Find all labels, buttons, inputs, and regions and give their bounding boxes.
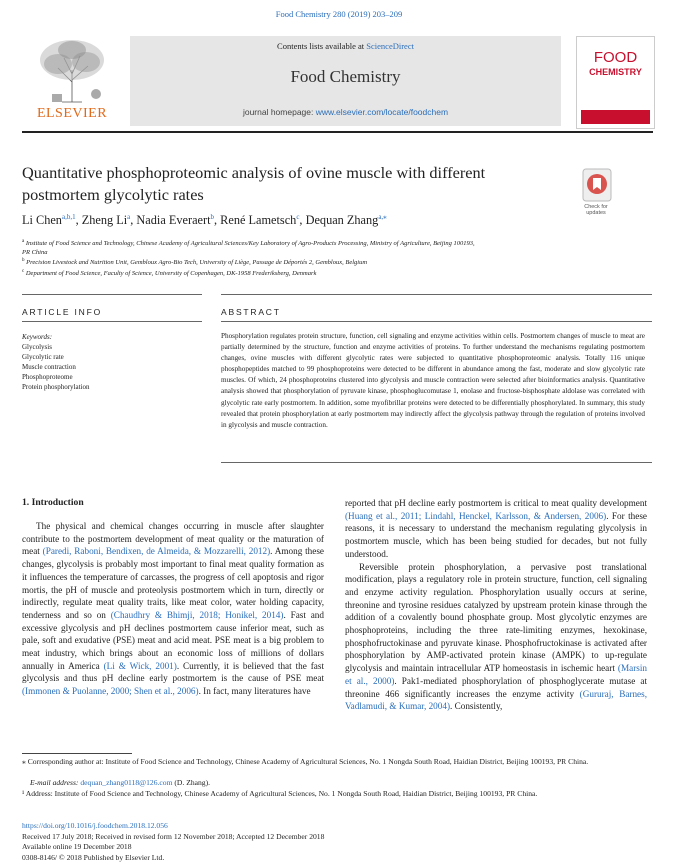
email-label: E-mail address:	[30, 778, 79, 787]
header-divider	[22, 131, 653, 133]
intro-text: reported that pH decline early postmortem is critical to meat quality development	[345, 498, 647, 508]
author-sup[interactable]: a	[127, 213, 131, 221]
intro-text: . Currently, it is believed that the fast glycolysis and thus pH decline early postmortem is the cause of PSE meat	[22, 660, 324, 684]
citation-link[interactable]: (Immonen & Puolanne, 2000; Shen et al., 2006)	[22, 686, 199, 697]
abstract-text: Phosphorylation regulates protein structure, function, cell signaling and enzyme activities within cells. Postmortem changes of muscle to meat are partially determined by the structure, function and enzyme activities of proteins. To further understand the mechanisms regulating postmortem changes, ovine muscles with different glycolytic rates were subjected to quantitative phosphoproteomic analysis. Totally 116 unique phosphopeptides matched to 99 phosphoproteins were detected to be different in abundance among the fast, moderate and slow glycolytic rate muscles. Of which, 24 phosphoproteins clustered into glycolysis and muscle contraction were selected after bioinformatics analysis. Quantitative analysis showed that phosphorylation of pyruvate kinase, phosphoglucomutase 1, enolase and fructose-bisphosphate aldolase was correlated with glycolytic rate early postmortem. In addition, some myofibrillar proteins were detected to be differentially phosphorylated. In summary, this study revealed that protein phosphorylation at early postmortem may indirectly affect the glycolysis pathway through the regulation of proteins involved in glycolysis and muscle contraction.	[221, 332, 645, 429]
intro-text: . Consistently,	[450, 701, 503, 712]
journal-cover-thumbnail[interactable]	[576, 36, 655, 129]
article-info-rule	[22, 321, 202, 322]
check-label-line2: updates	[586, 210, 606, 216]
article-info-rule-top	[22, 294, 202, 295]
author-sup[interactable]: b	[210, 213, 214, 221]
cover-title-chemistry: CHEMISTRY	[589, 67, 642, 77]
author-name[interactable]: Zheng Li	[81, 213, 128, 228]
citation-link[interactable]: (Marsin et al., 2000)	[345, 663, 647, 686]
affiliation-text: Department of Food Science, Faculty of Science, University of Copenhagen, DK-1958 Frederiksberg, Denmark	[25, 270, 317, 278]
citation-link[interactable]: (Chaudhry & Bhimji, 2018; Honikel, 2014)	[110, 609, 284, 620]
intro-text: . For these reasons, it is necessary to understand the mechanism regulating glycolysis in postmortem muscle, which has been being studied for decades, but not fully understood.	[345, 510, 648, 559]
intro-text: Reversible protein phosphorylation, a pervasive post translational modification, plays a regulatory role in protein structure, function, cell signaling and enzyme activity regulation. Phosphorylation usually occurs at serine, threonine and tyrosine residues catalyzed by upstream protein kinase through the addition of a covalently bound phosphate group. Most glycolytic enzymes are phosphoproteins, including the three rate-limiting enzymes, hexokinase, phosphofructokinase and pyruvate kinase. Phosphofructokinase is activated after phosphorylation by AMP-activated protein kinase (AMPK) to up-regulate glycolysis and maintain intracellular ATP homeostasis in ischemic heart	[345, 561, 647, 674]
doi-link[interactable]: https://doi.org/10.1016/j.foodchem.2018.12.056	[22, 821, 168, 830]
footnote-corresponding: ⁎ Corresponding author at: Institute of Food Science and Technology, Chinese Academy of Agricultural Sciences, No. 1 Nongda South Road, Haidian District, Beijing 100193, PR China.	[22, 757, 589, 766]
contents-prefix: Contents lists available at	[277, 41, 365, 51]
check-label-line1: Check for	[584, 204, 608, 210]
title-line-1: Quantitative phosphoproteomic analysis of ovine muscle with different	[22, 163, 486, 182]
keyword-item: Protein phosphorylation	[22, 383, 90, 391]
email-suffix: (D. Zhang).	[174, 778, 211, 787]
section-heading-introduction: 1. Introduction	[22, 497, 84, 508]
citation-link[interactable]: (Li & Wick, 2001)	[103, 660, 177, 671]
affiliation-text: Institute of Food Science and Technology, Chinese Academy of Agricultural Sciences/Key Laboratory of Agro-Products Processing, Ministry of Agriculture, Beijing 100193,	[25, 240, 475, 248]
affiliation-sup: a	[22, 239, 25, 244]
footnote-email	[22, 778, 660, 789]
journal-title: Food Chemistry	[290, 67, 401, 86]
author-sup[interactable]: a,b,1	[61, 213, 76, 221]
author-sup[interactable]: c	[296, 213, 300, 221]
affiliation-sup: b	[22, 258, 25, 263]
intro-text: . Fast and excessive glycolysis and pH declines postmortem cause inferior meat, such as pale, soft and exudative (PSE) meat and acid meat. PSE meat is a big problem to meat industry, which brings about an economic loss of millions of dollars annually in America	[22, 609, 324, 671]
intro-paragraph-3	[345, 561, 647, 713]
footnote-rule	[22, 753, 132, 754]
keyword-item: Phosphoproteome	[22, 373, 73, 381]
keywords-block	[22, 332, 202, 392]
keywords-label: Keywords:	[22, 333, 53, 341]
affiliation-a	[22, 238, 642, 257]
author-list: Li Chen$^{a,b,1}$, Zheng Li$^a$, Nadia Everaert$^b$, René Lametsch$^c$, Dequan Zhang$^{a,⁎}$	[22, 213, 387, 228]
author-name[interactable]: René Lametsch	[220, 213, 297, 228]
intro-paragraph-2	[345, 497, 647, 561]
keyword-item: Glycolysis	[22, 343, 52, 351]
affiliation-b	[22, 257, 642, 268]
intro-text: . Among these changes, glycolysis is probably most important to final meat quality formation as it influences the temperature of carcasses, the progress of cell apoptosis and rigor mortis, the pH of muscle and proteolysis postmortem which in turn, directly or indirectly, regulate meat quality traits, like meat color, water holding capacity, tenderness and so on	[22, 546, 324, 620]
abstract-rule-top	[221, 294, 652, 295]
journal-citation[interactable]: Food Chemistry 280 (2019) 203–209	[275, 9, 403, 19]
keyword-item: Glycolytic rate	[22, 353, 64, 361]
title-line-2: postmortem glycolytic rates	[22, 185, 204, 204]
affiliation-c	[22, 268, 642, 279]
email-link[interactable]: dequan_zhang0118@126.com	[80, 778, 173, 787]
abstract-rule	[221, 321, 652, 322]
elsevier-wordmark: ELSEVIER	[36, 106, 108, 121]
homepage-prefix: journal homepage:	[242, 107, 314, 117]
received-dates: Received 17 July 2018; Received in revised form 12 November 2018; Accepted 12 December 2018	[22, 832, 325, 841]
affiliation-text-2: PR China	[22, 248, 48, 256]
article-title	[22, 162, 562, 206]
intro-text: . In fact, many literatures have	[198, 686, 311, 697]
cover-title-food: FOOD	[593, 49, 638, 66]
copyright: 0308-8146/ © 2018 Published by Elsevier Ltd.	[22, 853, 165, 862]
footnote-address: ¹ Address: Institute of Food Science and Technology, Chinese Academy of Agricultural Sciences, No. 1 Nongda South Road, Haidian District, Beijing 100193, PR China.	[22, 789, 538, 798]
journal-homepage	[130, 107, 561, 117]
cover-bar	[581, 110, 650, 124]
citation-link[interactable]: (Paredi, Raboni, Bendixen, de Almeida, & Mozzarelli, 2012)	[42, 546, 271, 557]
check-for-updates-icon[interactable]	[578, 168, 616, 204]
author-sup[interactable]: a,⁎	[378, 213, 387, 221]
author-name[interactable]: Dequan Zhang	[305, 213, 379, 228]
intro-paragraph-1	[22, 520, 324, 698]
affiliation-text: Precision Livestock and Nutrition Unit, Gembloux Agro-Bio Tech, University of Liège, Passage de Déportés 2, Gembloux, Belgium	[26, 259, 368, 267]
affiliation-sup: c	[22, 269, 25, 274]
intro-text: The physical and chemical changes occurring in muscle after slaughter contribute to the postmortem development of meat quality or the maturation of meat	[22, 521, 324, 557]
available-online: Available online 19 December 2018	[22, 842, 132, 851]
keyword-item: Muscle contraction	[22, 363, 76, 371]
intro-text: . Pak1-mediated phosphorylation of phosphoglycerate mutase at threonine 466 significantly increases the enzyme activity	[345, 675, 648, 699]
abstract-rule-bottom	[221, 462, 652, 463]
citation-link[interactable]: (Huang et al., 2011; Lindahl, Henckel, Karlsson, & Andersen, 2006)	[345, 510, 607, 521]
abstract-heading: ABSTRACT	[221, 307, 281, 317]
article-info-heading: ARTICLE INFO	[22, 307, 103, 317]
homepage-link[interactable]: www.elsevier.com/locate/foodchem	[315, 107, 449, 117]
citation-link[interactable]: (Gururaj, Barnes, Vadlamudi, & Kumar, 2004)	[345, 688, 647, 712]
contents-available	[130, 41, 561, 51]
intro-right-column	[345, 497, 647, 713]
author-name[interactable]: Nadia Everaert	[136, 213, 211, 228]
sciencedirect-link[interactable]: ScienceDirect	[366, 41, 414, 51]
author-name[interactable]: Li Chen	[22, 213, 62, 228]
intro-left-column	[22, 520, 324, 698]
